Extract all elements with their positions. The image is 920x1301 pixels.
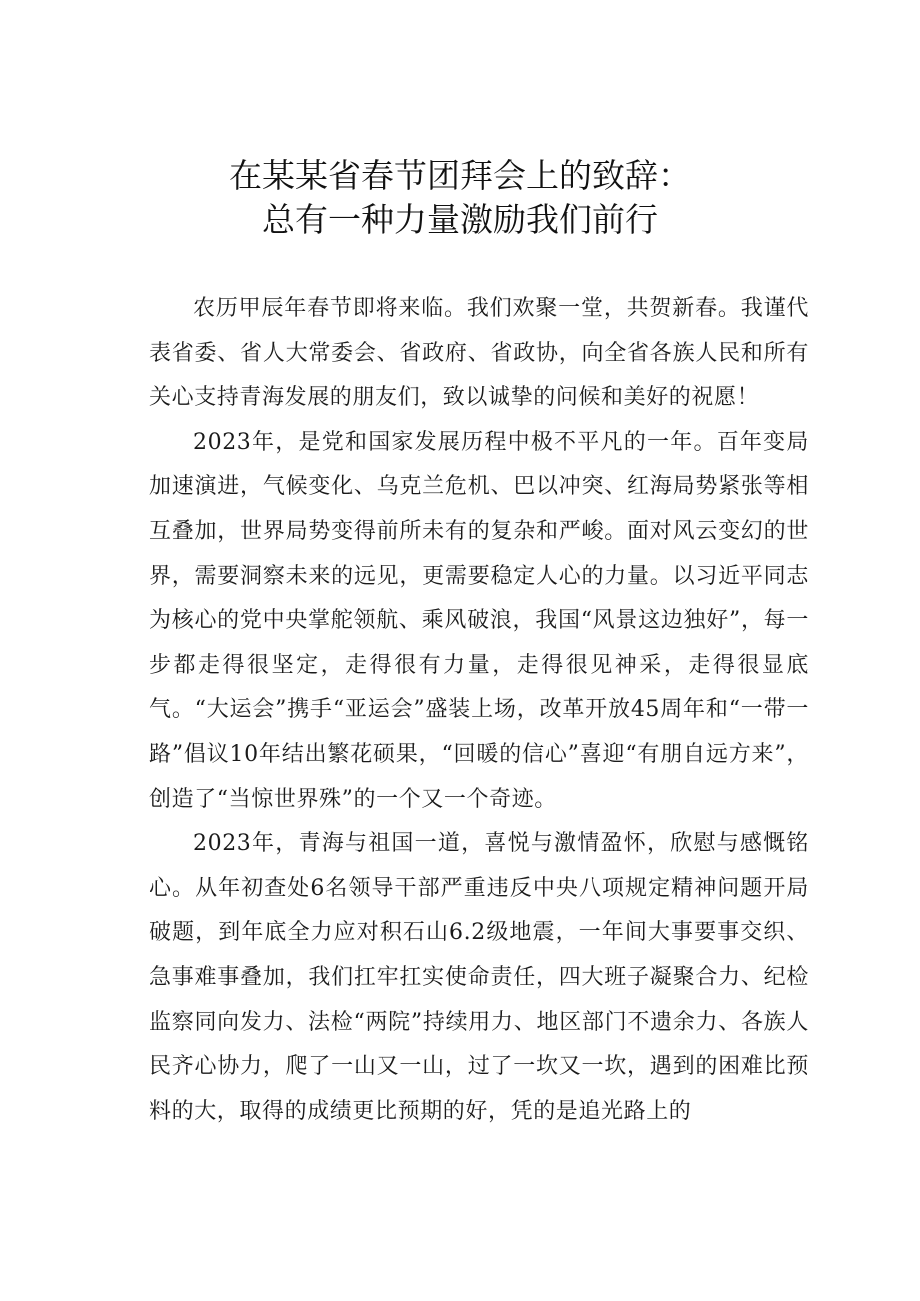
title-line-2: 总有一种力量激励我们前行 (262, 200, 658, 239)
paragraph-2: 2023年，是党和国家发展历程中极不平凡的一年。百年变局加速演进，气候变化、乌克兰危机、巴以冲突、红海局势紧张等相互叠加，世界局势变得前所未有的复杂和严峻。面对风云变幻的世界，需要洞察未来的远见，更需要稳定人心的力量。以习近平同志为核心的党中央掌舵领航、乘风破浪，我国“风景这边独好”，每一步都走得很坚定，走得很有力量，走得很见神采，走得很显底气。“大运会”携手“亚运会”盛装上场，改革开放45周年和“一带一路”倡议10年结出繁花硕果，“回暖的信心”喜迎“有朋自远方来”，创造了“当惊世界殊”的一个又一个奇迹。 (149, 429, 809, 812)
paragraph-3: 2023年，青海与祖国一道，喜悦与激情盈怀，欣慰与感慨铭心。从年初查处6名领导干部严重违反中央八项规定精神问题开局破题，到年底全力应对积石山6.2级地震，一年间大事要事交织、急事难事叠加，我们扛牢扛实使命责任，四大班子凝聚合力、纪检监察同向发力、法检“两院”持续用力、地区部门不遗余力、各族人民齐心协力，爬了一山又一山，过了一坎又一坎，遇到的困难比预料的大，取得的成绩更比预期的好，凭的是追光路上的 (149, 831, 809, 1124)
paragraph-1: 农历甲辰年春节即将来临。我们欢聚一堂，共贺新春。我谨代表省委、省人大常委会、省政府、省政协，向全省各族人民和所有关心支持青海发展的朋友们，致以诚挚的问候和美好的祝愿！ (149, 296, 809, 411)
title-line-1: 在某某省春节团拜会上的致辞： (229, 156, 691, 195)
document-body (149, 287, 809, 1134)
document-title (0, 154, 920, 242)
